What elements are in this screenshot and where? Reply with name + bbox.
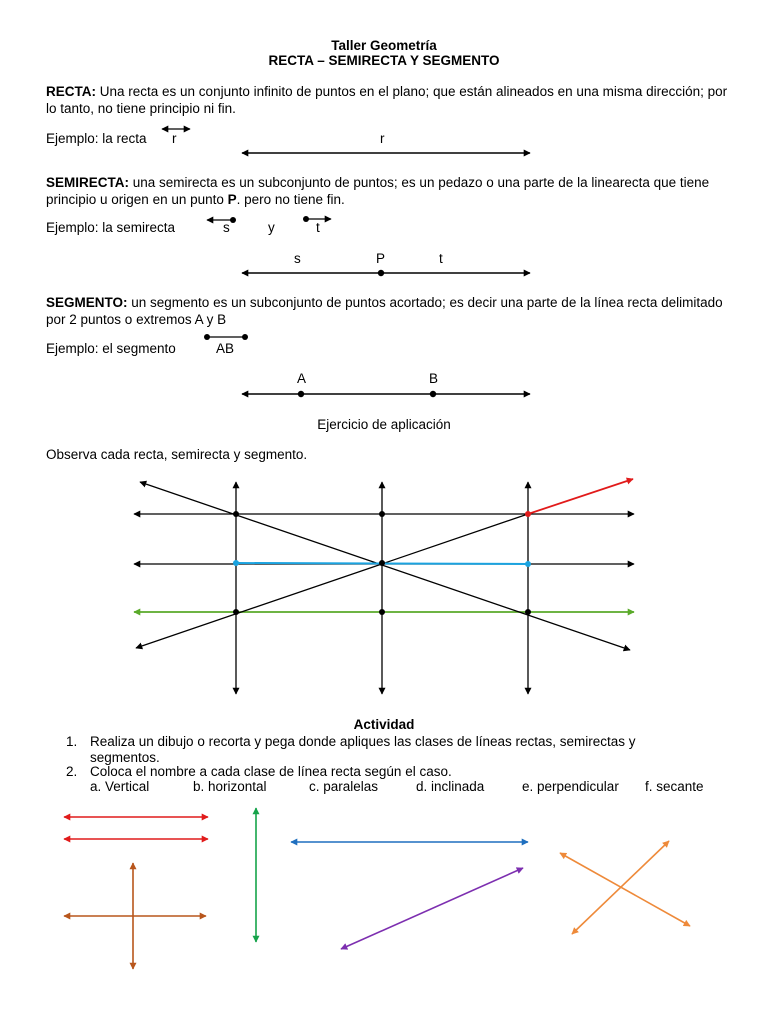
list-item-number: 1. (66, 734, 78, 749)
segmento-line-label-a: A (297, 371, 307, 386)
semirecta-term: SEMIRECTA: (46, 175, 129, 190)
semirecta-line-label-s: s (294, 251, 301, 266)
semirecta-symbol-s-icon (207, 217, 236, 223)
recta-definition-text: Una recta es un conjunto infinito de puntos en el plano; que están alineados en una misma dirección; por lo tanto, no tiene principio ni fin. (46, 84, 728, 116)
point-a (298, 391, 304, 397)
activity-heading: Actividad (353, 717, 415, 732)
segmento-example-symbol: AB (216, 341, 235, 356)
point-b (430, 391, 436, 397)
list-item-text: Coloca el nombre a cada clase de línea recta según el caso. (90, 764, 452, 779)
brown-perpendicular-lines (64, 863, 206, 969)
semirecta-definition-text-2: . pero no tiene fin. (236, 192, 345, 207)
recta-example-label: Ejemplo: la recta (46, 131, 147, 146)
recta-line-label: r (380, 131, 385, 146)
purple-inclined-line (341, 868, 523, 949)
point-p (378, 270, 384, 276)
exercise-figure (134, 479, 634, 694)
semirecta-point-letter: P (227, 192, 237, 207)
option-secante: f. secante (645, 779, 704, 794)
exercise-heading: Ejercicio de aplicación (317, 417, 451, 432)
option-paralelas: c. paralelas (309, 779, 379, 794)
exercise-instruction: Observa cada recta, semirecta y segmento. (46, 447, 308, 462)
list-item-number: 2. (66, 764, 78, 779)
segmento-term: SEGMENTO: (46, 295, 128, 310)
semirecta-example-line (242, 270, 530, 276)
list-item-continuation: segmentos. (90, 750, 160, 765)
segmento-symbol-icon (204, 334, 248, 340)
semirecta-example-label: Ejemplo: la semirecta (46, 220, 176, 235)
segmento-example-line (242, 391, 530, 397)
segmento-line-label-b: B (429, 371, 439, 386)
red-parallel-lines (64, 817, 208, 839)
option-inclinada: d. inclinada (416, 779, 485, 794)
recta-example-symbol: r (172, 131, 177, 146)
list-item-text: Realiza un dibujo o recorta y pega donde apliques las clases de líneas rectas, semirectas y (90, 734, 636, 749)
semirecta-line-label-p: P (376, 251, 386, 266)
segmento-example-label: Ejemplo: el segmento (46, 341, 176, 356)
option-perpendicular: e. perpendicular (522, 779, 619, 794)
segmento-definition-text: un segmento es un subconjunto de puntos acortado; es decir una parte de la línea recta delimitado por 2 puntos o extremos A y B (46, 295, 723, 327)
semirecta-definition-text-1: una semirecta es un subconjunto de puntos; es un pedazo o una parte de la linearecta que tiene principio u origen en un punto (46, 175, 710, 207)
worksheet-subtitle: RECTA – SEMIRECTA Y SEGMENTO (268, 53, 500, 68)
semirecta-line-label-t: t (439, 251, 443, 266)
orange-secant-lines (560, 841, 690, 934)
option-vertical: a. Vertical (90, 779, 150, 794)
semirecta-symbol-t-icon (303, 216, 331, 222)
semirecta-conjunction: y (268, 220, 275, 235)
recta-term: RECTA: (46, 84, 96, 99)
worksheet-title: Taller Geometría (331, 38, 437, 53)
semirecta-symbol-t: t (316, 220, 320, 235)
semirecta-symbol-s: s (223, 220, 230, 235)
option-horizontal: b. horizontal (193, 779, 267, 794)
